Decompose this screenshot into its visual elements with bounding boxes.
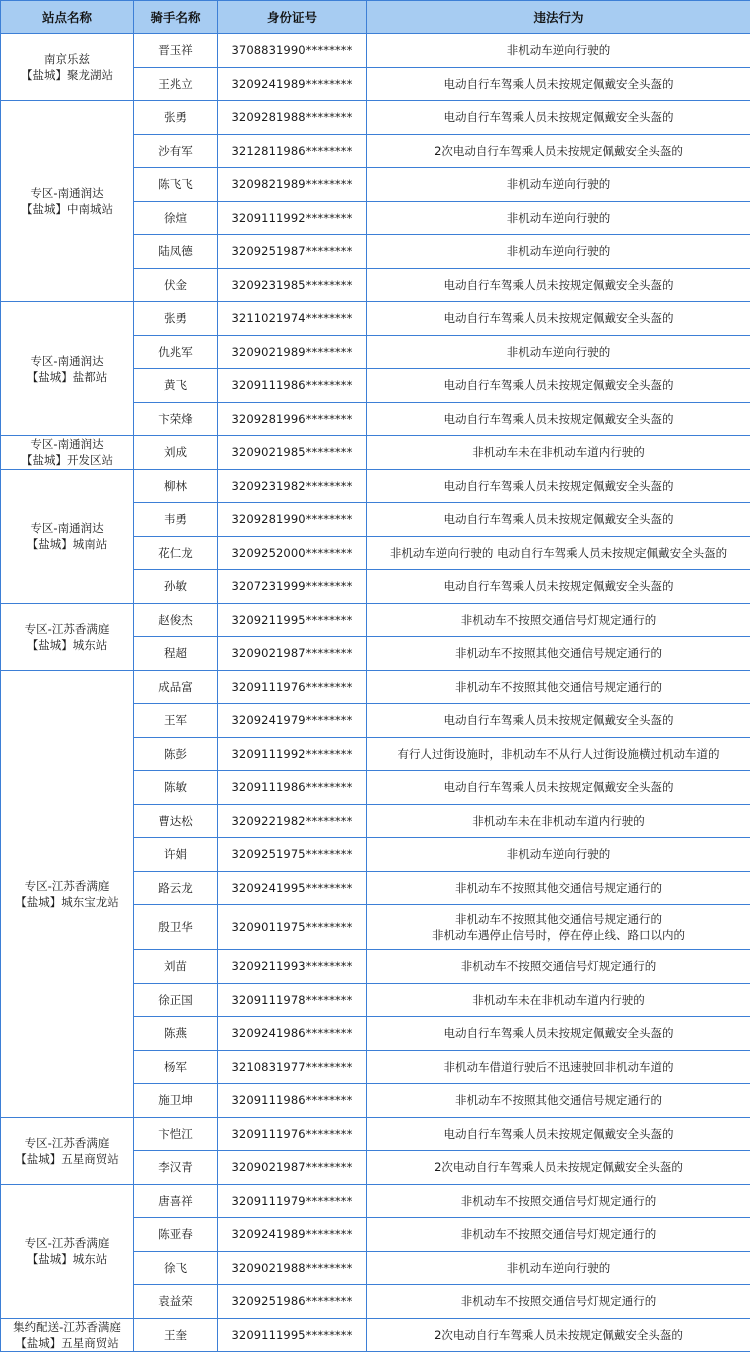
station-name-cell: 专区-江苏香满庭 【盐城】城东站 bbox=[1, 603, 134, 670]
header-rider: 骑手名称 bbox=[134, 1, 218, 34]
id-number-cell: 3209011975******** bbox=[218, 905, 367, 950]
id-number-cell: 3209221982******** bbox=[218, 804, 367, 838]
rider-name-cell: 伏金 bbox=[134, 268, 218, 302]
station-name-cell: 专区-南通润达 【盐城】开发区站 bbox=[1, 436, 134, 470]
id-number-cell: 3209241995******** bbox=[218, 871, 367, 905]
rider-name-cell: 柳林 bbox=[134, 469, 218, 503]
station-name-cell: 专区-南通润达 【盐城】城南站 bbox=[1, 469, 134, 603]
violation-cell: 电动自行车驾乘人员未按规定佩戴安全头盔的 bbox=[367, 1017, 750, 1051]
violation-cell: 非机动车不按照交通信号灯规定通行的 bbox=[367, 603, 750, 637]
station-name-cell: 专区-江苏香满庭 【盐城】城东站 bbox=[1, 1184, 134, 1318]
id-number-cell: 3209021989******** bbox=[218, 335, 367, 369]
id-number-cell: 3209211993******** bbox=[218, 950, 367, 984]
violation-cell: 非机动车逆向行驶的 电动自行车驾乘人员未按规定佩戴安全头盔的 bbox=[367, 536, 750, 570]
id-number-cell: 3210831977******** bbox=[218, 1050, 367, 1084]
table-row bbox=[1, 436, 750, 470]
id-number-cell: 3209021988******** bbox=[218, 1251, 367, 1285]
id-number-cell: 3209251986******** bbox=[218, 1285, 367, 1319]
violation-cell: 电动自行车驾乘人员未按规定佩戴安全头盔的 bbox=[367, 469, 750, 503]
violation-cell: 电动自行车驾乘人员未按规定佩戴安全头盔的 bbox=[367, 704, 750, 738]
table-row bbox=[1, 603, 750, 637]
id-number-cell: 3209021987******** bbox=[218, 1151, 367, 1185]
rider-name-cell: 许娟 bbox=[134, 838, 218, 872]
id-number-cell: 3209111995******** bbox=[218, 1318, 367, 1352]
id-number-cell: 3209241989******** bbox=[218, 67, 367, 101]
violation-cell: 非机动车逆向行驶的 bbox=[367, 838, 750, 872]
id-number-cell: 3209111992******** bbox=[218, 201, 367, 235]
station-name-cell: 专区-南通润达 【盐城】中南城站 bbox=[1, 101, 134, 302]
violation-cell: 非机动车未在非机动车道内行驶的 bbox=[367, 804, 750, 838]
violation-cell: 非机动车逆向行驶的 bbox=[367, 235, 750, 269]
rider-name-cell: 张勇 bbox=[134, 101, 218, 135]
violation-cell: 非机动车不按照其他交通信号规定通行的 bbox=[367, 871, 750, 905]
rider-name-cell: 花仁龙 bbox=[134, 536, 218, 570]
id-number-cell: 3209021985******** bbox=[218, 436, 367, 470]
violation-cell: 电动自行车驾乘人员未按规定佩戴安全头盔的 bbox=[367, 101, 750, 135]
rider-name-cell: 卞荣烽 bbox=[134, 402, 218, 436]
rider-name-cell: 晋玉祥 bbox=[134, 34, 218, 68]
rider-name-cell: 刘苗 bbox=[134, 950, 218, 984]
header-row bbox=[1, 1, 750, 34]
id-number-cell: 3209111992******** bbox=[218, 737, 367, 771]
id-number-cell: 3209111976******** bbox=[218, 1117, 367, 1151]
violation-cell: 电动自行车驾乘人员未按规定佩戴安全头盔的 bbox=[367, 771, 750, 805]
violation-cell: 非机动车逆向行驶的 bbox=[367, 34, 750, 68]
violation-cell: 电动自行车驾乘人员未按规定佩戴安全头盔的 bbox=[367, 268, 750, 302]
id-number-cell: 3212811986******** bbox=[218, 134, 367, 168]
violation-cell: 非机动车不按照其他交通信号规定通行的 bbox=[367, 637, 750, 671]
id-number-cell: 3209251975******** bbox=[218, 838, 367, 872]
violation-cell: 非机动车不按照交通信号灯规定通行的 bbox=[367, 1218, 750, 1252]
id-number-cell: 3708831990******** bbox=[218, 34, 367, 68]
id-number-cell: 3209231982******** bbox=[218, 469, 367, 503]
violation-cell: 有行人过街设施时，非机动车不从行人过街设施横过机动车道的 bbox=[367, 737, 750, 771]
id-number-cell: 3209111976******** bbox=[218, 670, 367, 704]
violation-cell: 非机动车未在非机动车道内行驶的 bbox=[367, 983, 750, 1017]
table-row bbox=[1, 1117, 750, 1151]
id-number-cell: 3211021974******** bbox=[218, 302, 367, 336]
rider-name-cell: 曹达松 bbox=[134, 804, 218, 838]
violation-cell: 电动自行车驾乘人员未按规定佩戴安全头盔的 bbox=[367, 402, 750, 436]
station-name-cell: 专区-南通润达 【盐城】盐都站 bbox=[1, 302, 134, 436]
rider-name-cell: 陈飞飞 bbox=[134, 168, 218, 202]
violation-cell: 非机动车不按照交通信号灯规定通行的 bbox=[367, 1184, 750, 1218]
table-header bbox=[1, 1, 750, 34]
violation-cell: 非机动车逆向行驶的 bbox=[367, 1251, 750, 1285]
rider-name-cell: 王军 bbox=[134, 704, 218, 738]
rider-name-cell: 杨军 bbox=[134, 1050, 218, 1084]
rider-name-cell: 韦勇 bbox=[134, 503, 218, 537]
rider-name-cell: 王兆立 bbox=[134, 67, 218, 101]
station-name-cell: 南京乐兹 【盐城】聚龙湖站 bbox=[1, 34, 134, 101]
table-row bbox=[1, 101, 750, 135]
violation-cell: 电动自行车驾乘人员未按规定佩戴安全头盔的 bbox=[367, 67, 750, 101]
station-name-cell: 专区-江苏香满庭 【盐城】五星商贸站 bbox=[1, 1117, 134, 1184]
id-number-cell: 3209111986******** bbox=[218, 1084, 367, 1118]
violation-cell: 电动自行车驾乘人员未按规定佩戴安全头盔的 bbox=[367, 1117, 750, 1151]
id-number-cell: 3209241989******** bbox=[218, 1218, 367, 1252]
rider-name-cell: 孙敏 bbox=[134, 570, 218, 604]
id-number-cell: 3209241986******** bbox=[218, 1017, 367, 1051]
rider-name-cell: 陈敏 bbox=[134, 771, 218, 805]
rider-name-cell: 陈彭 bbox=[134, 737, 218, 771]
violation-cell: 2次电动自行车驾乘人员未按规定佩戴安全头盔的 bbox=[367, 134, 750, 168]
rider-name-cell: 路云龙 bbox=[134, 871, 218, 905]
rider-name-cell: 仇兆军 bbox=[134, 335, 218, 369]
rider-name-cell: 成品富 bbox=[134, 670, 218, 704]
rider-name-cell: 程超 bbox=[134, 637, 218, 671]
id-number-cell: 3209021987******** bbox=[218, 637, 367, 671]
station-name-cell: 集约配送-江苏香满庭 【盐城】五星商贸站 bbox=[1, 1318, 134, 1352]
rider-name-cell: 李汉青 bbox=[134, 1151, 218, 1185]
violation-cell: 电动自行车驾乘人员未按规定佩戴安全头盔的 bbox=[367, 570, 750, 604]
rider-name-cell: 施卫坤 bbox=[134, 1084, 218, 1118]
id-number-cell: 3209231985******** bbox=[218, 268, 367, 302]
id-number-cell: 3209111986******** bbox=[218, 771, 367, 805]
violation-cell: 非机动车不按照其他交通信号规定通行的 bbox=[367, 670, 750, 704]
violation-cell: 2次电动自行车驾乘人员未按规定佩戴安全头盔的 bbox=[367, 1151, 750, 1185]
violation-cell: 非机动车逆向行驶的 bbox=[367, 201, 750, 235]
header-id: 身份证号 bbox=[218, 1, 367, 34]
rider-name-cell: 沙有军 bbox=[134, 134, 218, 168]
table-row bbox=[1, 1184, 750, 1218]
violation-cell: 非机动车借道行驶后不迅速驶回非机动车道的 bbox=[367, 1050, 750, 1084]
header-violation: 违法行为 bbox=[367, 1, 750, 34]
rider-name-cell: 王奎 bbox=[134, 1318, 218, 1352]
id-number-cell: 3209111979******** bbox=[218, 1184, 367, 1218]
rider-name-cell: 袁益荣 bbox=[134, 1285, 218, 1319]
id-number-cell: 3209211995******** bbox=[218, 603, 367, 637]
rider-name-cell: 陈燕 bbox=[134, 1017, 218, 1051]
table-row bbox=[1, 1318, 750, 1352]
id-number-cell: 3207231999******** bbox=[218, 570, 367, 604]
rider-name-cell: 徐煊 bbox=[134, 201, 218, 235]
table-row bbox=[1, 469, 750, 503]
id-number-cell: 3209111986******** bbox=[218, 369, 367, 403]
violation-cell: 非机动车不按照交通信号灯规定通行的 bbox=[367, 1285, 750, 1319]
violation-cell: 电动自行车驾乘人员未按规定佩戴安全头盔的 bbox=[367, 503, 750, 537]
id-number-cell: 3209251987******** bbox=[218, 235, 367, 269]
station-name-cell: 专区-江苏香满庭 【盐城】城东宝龙站 bbox=[1, 670, 134, 1117]
table-row bbox=[1, 302, 750, 336]
id-number-cell: 3209252000******** bbox=[218, 536, 367, 570]
rider-name-cell: 卞恺江 bbox=[134, 1117, 218, 1151]
rider-name-cell: 刘成 bbox=[134, 436, 218, 470]
rider-name-cell: 唐喜祥 bbox=[134, 1184, 218, 1218]
violation-cell: 非机动车不按照交通信号灯规定通行的 bbox=[367, 950, 750, 984]
id-number-cell: 3209281988******** bbox=[218, 101, 367, 135]
rider-name-cell: 陆凤德 bbox=[134, 235, 218, 269]
rider-name-cell: 黄飞 bbox=[134, 369, 218, 403]
violation-cell: 非机动车不按照其他交通信号规定通行的 bbox=[367, 1084, 750, 1118]
header-station: 站点名称 bbox=[1, 1, 134, 34]
id-number-cell: 3209281996******** bbox=[218, 402, 367, 436]
table-row bbox=[1, 34, 750, 68]
violation-cell: 非机动车不按照其他交通信号规定通行的 非机动车遇停止信号时，停在停止线、路口以内的 bbox=[367, 905, 750, 950]
rider-name-cell: 徐正国 bbox=[134, 983, 218, 1017]
violation-cell: 非机动车逆向行驶的 bbox=[367, 335, 750, 369]
violation-cell: 非机动车逆向行驶的 bbox=[367, 168, 750, 202]
rider-name-cell: 徐飞 bbox=[134, 1251, 218, 1285]
id-number-cell: 3209281990******** bbox=[218, 503, 367, 537]
violation-cell: 电动自行车驾乘人员未按规定佩戴安全头盔的 bbox=[367, 369, 750, 403]
id-number-cell: 3209241979******** bbox=[218, 704, 367, 738]
violation-cell: 2次电动自行车驾乘人员未按规定佩戴安全头盔的 bbox=[367, 1318, 750, 1352]
table-body bbox=[1, 34, 750, 1352]
id-number-cell: 3209111978******** bbox=[218, 983, 367, 1017]
rider-name-cell: 赵俊杰 bbox=[134, 603, 218, 637]
table-row bbox=[1, 670, 750, 704]
id-number-cell: 3209821989******** bbox=[218, 168, 367, 202]
rider-name-cell: 陈亚春 bbox=[134, 1218, 218, 1252]
violation-cell: 非机动车未在非机动车道内行驶的 bbox=[367, 436, 750, 470]
rider-name-cell: 殷卫华 bbox=[134, 905, 218, 950]
violation-cell: 电动自行车驾乘人员未按规定佩戴安全头盔的 bbox=[367, 302, 750, 336]
rider-name-cell: 张勇 bbox=[134, 302, 218, 336]
